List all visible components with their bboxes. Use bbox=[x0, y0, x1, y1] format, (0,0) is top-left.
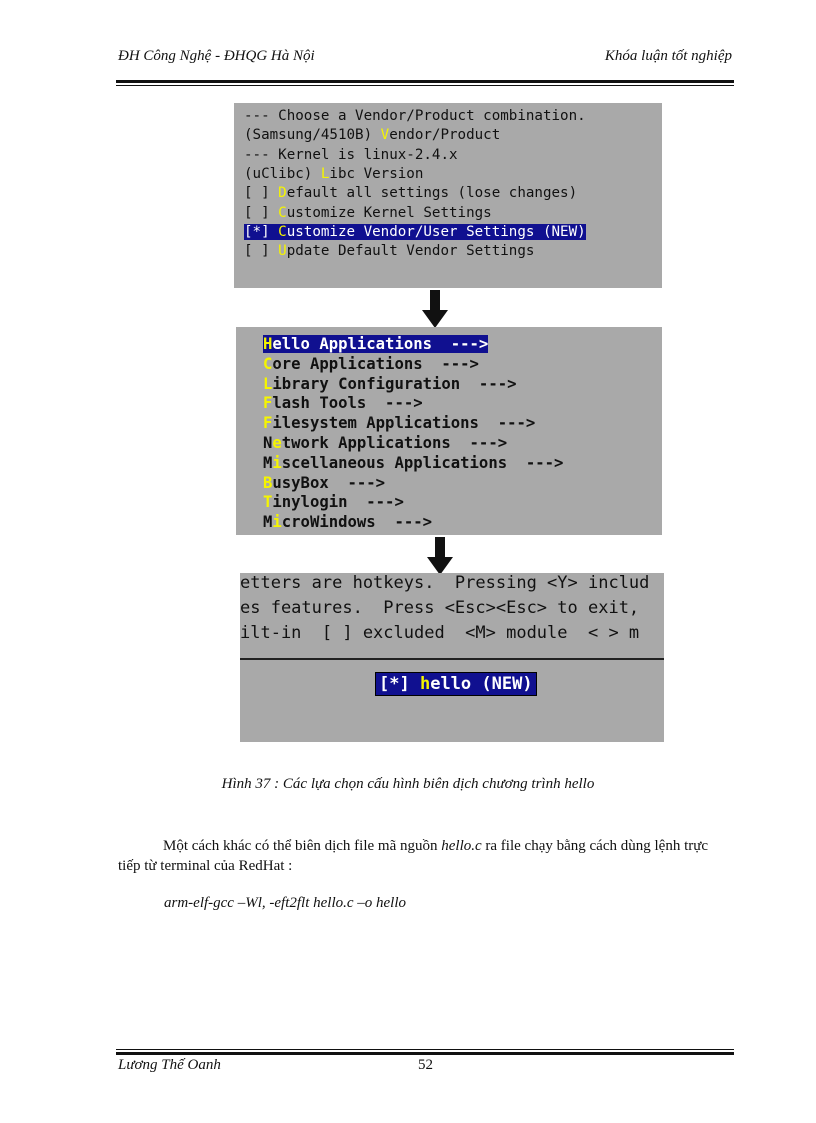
help-text-line: ilt-in [ ] excluded <M> module < > m bbox=[240, 623, 640, 643]
divider bbox=[240, 658, 664, 660]
screenshot-hello-option bbox=[240, 573, 664, 742]
header-institution: ĐH Công Nghệ - ĐHQG Hà Nội bbox=[118, 48, 315, 64]
header-rule bbox=[116, 80, 734, 83]
hello-option-selected: [*] hello (NEW) bbox=[375, 672, 537, 696]
menu-line: [ ] Customize Kernel Settings bbox=[244, 204, 492, 221]
screenshot-vendor-menu bbox=[234, 103, 662, 288]
footer-rule bbox=[116, 1052, 734, 1055]
menu-line: MicroWindows ---> bbox=[263, 513, 432, 532]
menu-line: Tinylogin ---> bbox=[263, 493, 404, 512]
footer-rule-thin bbox=[116, 1049, 734, 1050]
menu-line: --- Choose a Vendor/Product combination. bbox=[244, 108, 586, 124]
menu-line: Hello Applications ---> bbox=[263, 335, 489, 353]
menu-line: (Samsung/4510B) Vendor/Product bbox=[244, 127, 501, 144]
menu-line: Core Applications ---> bbox=[263, 354, 479, 373]
menu-line: (uClibc) Libc Version bbox=[244, 165, 424, 182]
header-title: Khóa luận tốt nghiệp bbox=[604, 48, 732, 64]
screenshot-applications-menu bbox=[236, 327, 662, 535]
help-text-line: etters are hotkeys. Pressing <Y> includ bbox=[240, 573, 650, 593]
down-arrow-icon bbox=[420, 290, 450, 330]
menu-line: Flash Tools ---> bbox=[263, 394, 423, 413]
menu-line: [*] Customize Vendor/User Settings (NEW) bbox=[244, 223, 586, 240]
menu-line: [ ] Default all settings (lose changes) bbox=[244, 185, 578, 202]
menu-line: Network Applications ---> bbox=[263, 434, 508, 452]
down-arrow-icon bbox=[425, 537, 455, 577]
footer-author: Lương Thế Oanh bbox=[118, 1057, 221, 1073]
header-rule-thin bbox=[116, 85, 734, 86]
menu-line: Library Configuration ---> bbox=[263, 374, 517, 393]
menu-line: BusyBox ---> bbox=[263, 473, 386, 492]
body-paragraph: Một cách khác có thể biên dịch file mã nguồn hello.c ra file chạy bằng cách dùng lệnh trực tiếp từ terminal của RedHat : bbox=[118, 838, 709, 874]
menu-line: --- Kernel is linux-2.4.x bbox=[244, 146, 458, 163]
page-number: 52 bbox=[418, 1057, 433, 1073]
figure-caption: Hình 37 : Các lựa chọn cấu hình biên dịch chương trình hello bbox=[221, 776, 595, 792]
filename: hello.c bbox=[441, 838, 482, 854]
help-text-line: es features. Press <Esc><Esc> to exit, bbox=[240, 598, 650, 618]
menu-line: [ ] Update Default Vendor Settings bbox=[244, 243, 535, 260]
menu-line: Miscellaneous Applications ---> bbox=[263, 453, 564, 472]
command-line: arm-elf-gcc –Wl, -eft2flt hello.c –o hello bbox=[164, 895, 407, 911]
menu-line: Filesystem Applications ---> bbox=[263, 414, 536, 433]
